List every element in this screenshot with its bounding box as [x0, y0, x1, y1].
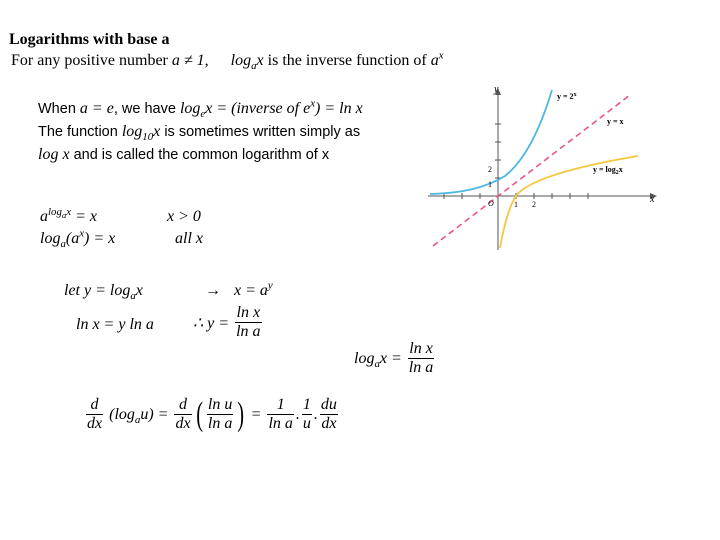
derivative-formula: $\frac{d}{dx}$ $(\log_au)$ = $\frac{d}{dx}$ ( $\frac{\text{ln u}}{\text{ln a}}$ ) = $\frac{1}{\text{ln a}}$ . $\frac{1}{u}$ . $\frac{du}{dx}$: [87, 395, 337, 433]
page-title: Logarithms with base a: [9, 31, 170, 48]
intro-prefix: For any positive number: [11, 52, 168, 69]
graph-label-identity: y = x: [607, 117, 624, 126]
intro-log-expression: $\log_ax$: [230, 52, 264, 73]
graph-label-exp: $y = 2^x$: [557, 92, 577, 101]
intro-condition: a ≠ 1,: [171, 52, 209, 69]
graph-origin-label: O: [488, 199, 494, 208]
intro-middle: is the inverse function of: [267, 52, 427, 69]
graph-label-log: $y = \log_2x$: [593, 165, 623, 176]
graph-tick-x2: 2: [532, 200, 536, 209]
derivation-exponential: $x = a^y$: [234, 279, 273, 299]
derivation-solution: ∴ y = $\frac{\text{ln x}}{\text{ln a}}$: [193, 304, 261, 341]
axis-ticks: [444, 124, 588, 199]
log-exp-graph: [425, 80, 670, 260]
identity-2-condition: all x: [175, 230, 203, 247]
graph-tick-x1: 1: [514, 200, 518, 209]
exp-curve: [430, 90, 552, 194]
derivation-arrow: →: [205, 282, 221, 299]
identity-1-condition: x > 0: [167, 208, 201, 225]
graph-tick-y1: 1: [488, 180, 492, 189]
derivation-ln-equation: ln x = y ln a: [76, 316, 154, 333]
derivation-let: let $y = \log_ax$: [64, 282, 143, 303]
graph-tick-y2: 2: [488, 165, 492, 174]
identity-1: $a^{log_ax} = x$: [40, 205, 97, 225]
identity-2: $\log_a(a^x) = x$: [40, 227, 116, 251]
intro-line: [11, 49, 444, 73]
block-function-line: The function $\log_{10}x$ is sometimes written simply as: [38, 123, 361, 144]
result-formula: $\log_ax$ = $\frac{\text{ln x}}{\text{ln a}}$: [354, 340, 434, 377]
graph-y-label: y: [494, 84, 499, 95]
block-when-line: When a = e, we have $\log_ex$ = (inverse of $e^x) = \ln x$: [38, 97, 363, 121]
block-common-log-line: log x and is called the common logarithm of x: [38, 146, 330, 163]
intro-exponential: $a^x$: [430, 49, 444, 69]
graph-x-label: x: [650, 194, 655, 205]
